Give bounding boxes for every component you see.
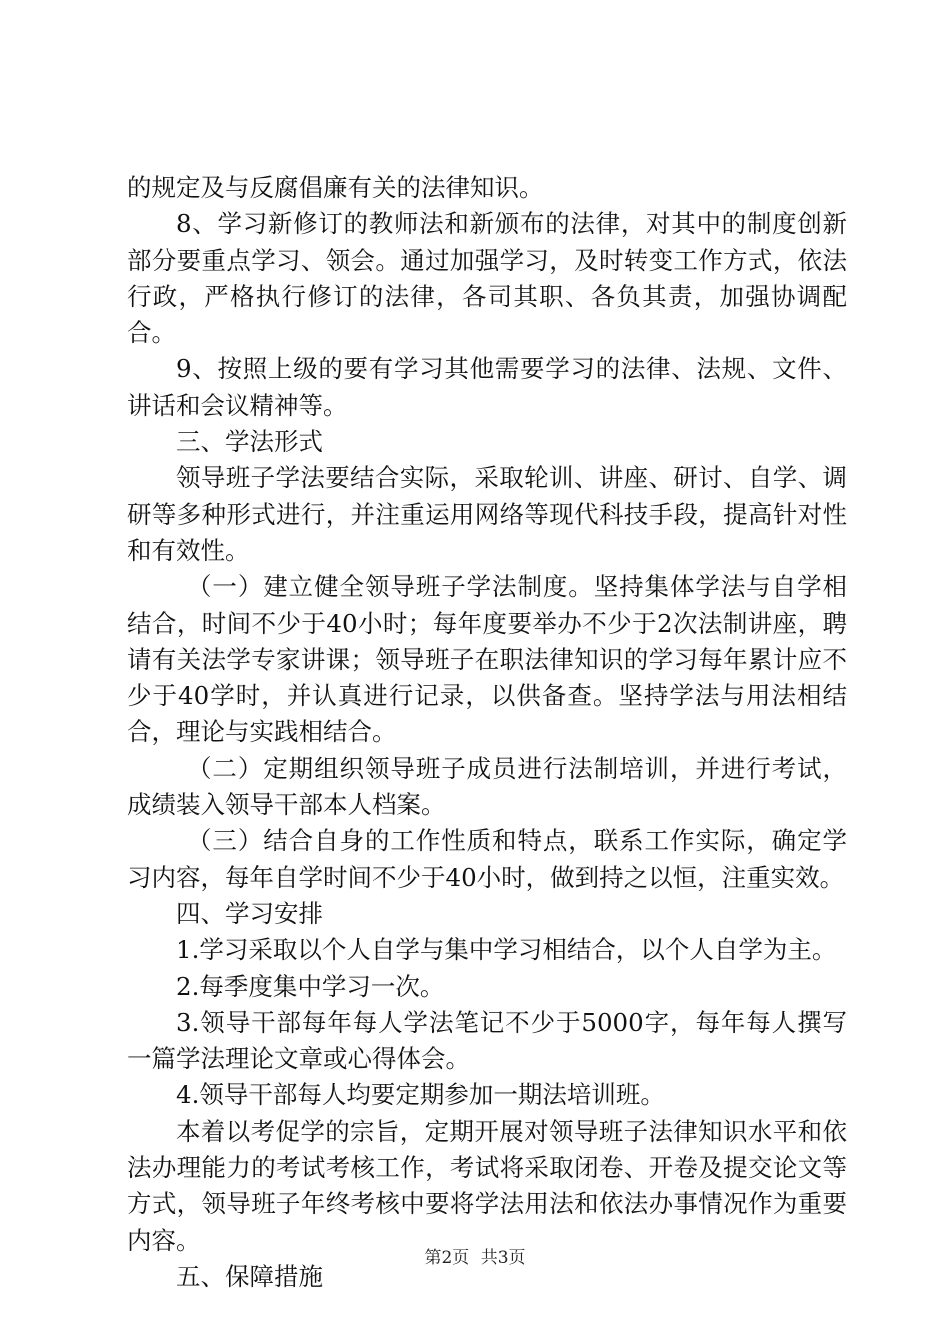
- document-body: [127, 170, 847, 1295]
- section-heading-4: 四、学习安排: [176, 898, 323, 928]
- paragraph-item-8: 8、学习新修订的教师法和新颁布的法律，对其中的制度创新部分要重点学习、领会。通过加强学习，及时转变工作方式，依法行政，严格执行修订的法律，各司其职、各负其责，加强协调配合。: [127, 209, 847, 348]
- paragraph-continuation: 的规定及与反腐倡廉有关的法律知识。: [127, 173, 544, 202]
- page-footer: [0, 1243, 950, 1268]
- paragraph-arrangement-1: 1.学习采取以个人自学与集中学习相结合，以个人自学为主。: [176, 935, 837, 965]
- paragraph-arrangement-3: 3.领导干部每年每人学法笔记不少于5000字，每年每人撰写一篇学法理论文章或心得体会。: [127, 1007, 847, 1074]
- paragraph-arrangement-2: 2.每季度集中学习一次。: [176, 971, 445, 1001]
- page-number: 第2页: [424, 1248, 470, 1268]
- page-total: 共3页: [480, 1248, 526, 1268]
- paragraph-item-9: 9、按照上级的要有学习其他需要学习的法律、法规、文件、讲话和会议精神等。: [127, 354, 847, 420]
- paragraph-arrangement-4: 4.领导干部每人均要定期参加一期法培训班。: [176, 1080, 665, 1110]
- paragraph-subitem-1: （一）建立健全领导班子学法制度。坚持集体学法与自学相结合，时间不少于40小时；每年度要举办不少于2次法制讲座，聘请有关法学专家讲课；领导班子在职法律知识的学习每年累计应不少于40学时，并认真进行记录，以供备查。坚持学法与用法相结合，理论与实践相结合。: [127, 572, 847, 747]
- section-heading-3: 三、学法形式: [176, 427, 323, 457]
- paragraph-subitem-3: （三）结合自身的工作性质和特点，联系工作实际，确定学习内容，每年自学时间不少于40小时，做到持之以恒，注重实效。: [127, 826, 847, 892]
- paragraph-subitem-2: （二）定期组织领导班子成员进行法制培训，并进行考试，成绩装入领导干部本人档案。: [127, 753, 847, 820]
- paragraph-assessment: 本着以考促学的宗旨，定期开展对领导班子法律知识水平和依法办理能力的考试考核工作，考试将采取闭卷、开卷及提交论文等方式，领导班子年终考核中要将学法用法和依法办事情况作为重要内容。: [127, 1116, 847, 1255]
- section-heading-5: 五、保障措施: [176, 1261, 323, 1291]
- paragraph-study-forms: 领导班子学法要结合实际，采取轮训、讲座、研讨、自学、调研等多种形式进行，并注重运用网络等现代科技手段，提高针对性和有效性。: [127, 463, 847, 565]
